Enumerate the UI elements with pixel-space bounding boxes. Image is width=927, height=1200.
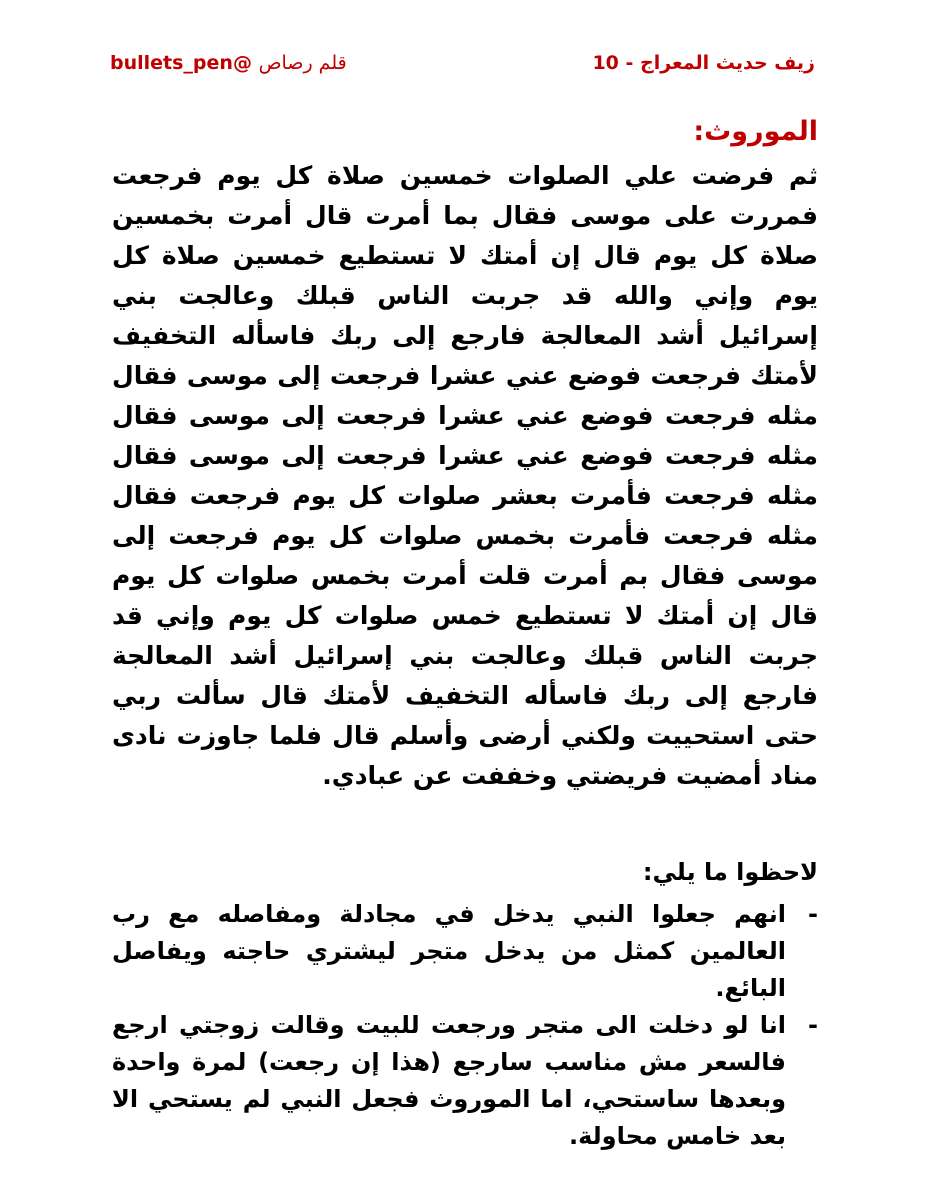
page-header: [0, 52, 927, 88]
mawruth-paragraph: ثم فرضت علي الصلوات خمسين صلاة كل يوم فرجعت فمررت على موسى فقال بما أمرت قال أمرت بخمسين صلاة كل يوم قال إن أمتك لا تستطيع خمسين صلاة كل يوم وإني والله قد جربت الناس قبلك وعالجت بني إسرائيل أشد المعالجة فارجع إلى ربك فاسأله التخفيف لأمتك فرجعت فوضع عني عشرا فرجعت إلى موسى فقال مثله فرجعت فوضع عني عشرا فرجعت إلى موسى فقال مثله فرجعت فوضع عني عشرا فرجعت إلى موسى فقال مثله فرجعت فأمرت بعشر صلوات كل يوم فرجعت فقال مثله فرجعت فأمرت بخمس صلوات كل يوم فرجعت إلى موسى فقال بم أمرت قلت أمرت بخمس صلوات كل يوم قال إن أمتك لا تستطيع خمس صلوات كل يوم وإني قد جربت الناس قبلك وعالجت بني إسرائيل أشد المعالجة فارجع إلى ربك فاسأله التخفيف لأمتك قال سألت ربي حتى استحييت ولكني أرضى وأسلم قال فلما جاوزت نادى مناد أمضيت فريضتي وخففت عن عبادي.: [112, 161, 818, 790]
list-item-text: انهم جعلوا النبي يدخل في مجادلة ومفاصله مع رب العالمين كمثل من يدخل متجر ليشتري حاجته ويفاصل البائع.: [112, 900, 786, 1002]
author-handle: @bullets_pen: [110, 52, 252, 74]
list-item: [112, 896, 818, 1007]
author-credit: [110, 52, 347, 74]
bullet-dash: -: [808, 1011, 818, 1039]
list-item: [112, 1007, 818, 1155]
author-name: قلم رصاص: [258, 52, 347, 74]
notes-list: [112, 896, 818, 1155]
document-body: [112, 108, 818, 1155]
list-item-text: انا لو دخلت الى متجر ورجعت للبيت وقالت زوجتي ارجع فالسعر مش مناسب سارجع (هذا إن رجعت) لمرة واحدة وبعدها ساستحي، اما الموروث فجعل النبي لم يستحي الا بعد خامس محاولة.: [112, 1011, 786, 1150]
bullet-dash: -: [808, 900, 818, 928]
mawruth-heading: الموروث:: [693, 116, 818, 147]
document-title: زيف حديث المعراج - 10: [592, 52, 815, 74]
notes-heading: لاحظوا ما يلي:: [642, 858, 818, 886]
